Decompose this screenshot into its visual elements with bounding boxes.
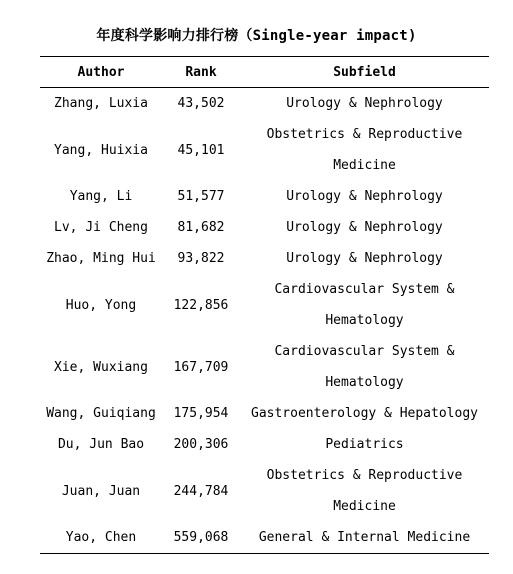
rank-cell: 43,502	[177, 96, 225, 111]
ranking-table	[40, 56, 489, 554]
column-header-author: Author	[77, 64, 125, 80]
rank-cell: 45,101	[177, 142, 225, 158]
author-cell: Xie, Wuxiang	[54, 359, 148, 375]
table-row	[40, 336, 489, 398]
author-cell: Zhao, Ming Hui	[46, 251, 156, 266]
table-row	[40, 88, 489, 120]
table-row	[40, 119, 489, 181]
author-cell: Du, Jun Bao	[57, 437, 145, 452]
table-row	[40, 522, 489, 554]
subfield-cell: Obstetrics & Reproductive Medicine	[266, 127, 463, 173]
table-title: 年度科学影响力排行榜（Single-year impact)	[96, 28, 417, 44]
rank-cell: 51,577	[177, 189, 225, 204]
author-cell: Wang, Guiqiang	[46, 406, 156, 421]
author-cell: Yao, Chen	[65, 530, 137, 545]
rank-cell: 81,682	[177, 220, 225, 235]
rank-cell: 93,822	[177, 251, 225, 266]
table-row	[40, 274, 489, 336]
subfield-cell: Obstetrics & Reproductive Medicine	[266, 468, 463, 514]
subfield-cell: Cardiovascular System & Hematology	[274, 282, 455, 328]
author-cell: Huo, Yong	[65, 297, 137, 313]
subfield-cell: Urology & Nephrology	[286, 189, 443, 204]
table-row	[40, 243, 489, 274]
table-row	[40, 460, 489, 522]
author-cell: Yang, Huixia	[54, 142, 148, 158]
subfield-cell: Cardiovascular System & Hematology	[274, 344, 455, 390]
author-cell: Lv, Ji Cheng	[54, 220, 148, 235]
author-cell: Zhang, Luxia	[54, 96, 148, 111]
subfield-cell: Urology & Nephrology	[286, 251, 443, 266]
author-cell: Yang, Li	[69, 189, 133, 204]
table-header-row	[40, 57, 489, 88]
table-row	[40, 398, 489, 429]
author-cell: Juan, Juan	[61, 483, 141, 499]
subfield-cell: Urology & Nephrology	[286, 96, 443, 111]
rank-cell: 175,954	[173, 406, 229, 421]
column-header-subfield: Subfield	[333, 64, 396, 80]
table-row	[40, 181, 489, 212]
rank-cell: 244,784	[173, 483, 229, 499]
rank-cell: 122,856	[173, 297, 229, 313]
subfield-cell: Pediatrics	[325, 437, 404, 452]
table-row	[40, 212, 489, 243]
column-header-rank: Rank	[185, 64, 217, 80]
subfield-cell: Urology & Nephrology	[286, 220, 443, 235]
rank-cell: 200,306	[173, 437, 229, 452]
subfield-cell: Gastroenterology & Hepatology	[251, 406, 478, 421]
table-row	[40, 429, 489, 460]
rank-cell: 559,068	[173, 530, 229, 545]
rank-cell: 167,709	[173, 359, 229, 375]
subfield-cell: General & Internal Medicine	[258, 530, 471, 545]
